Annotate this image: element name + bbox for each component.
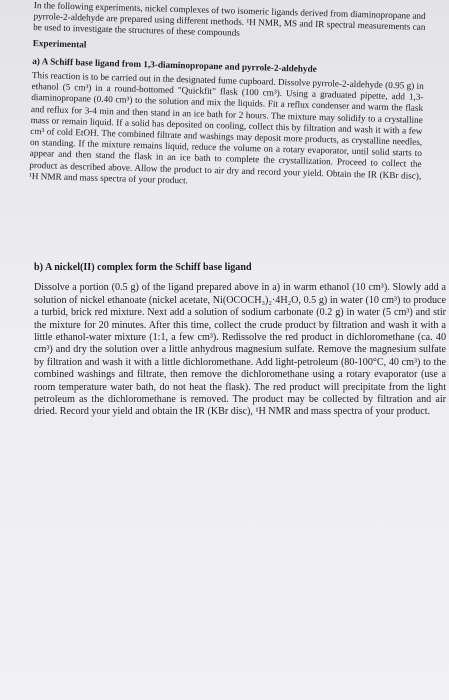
upper-text-block (29, 0, 426, 193)
intro-paragraph: In the following experiments, nickel complexes of two isomeric ligands derived from diaminopropane and pyrrole-2-aldehyde are prepared using different methods. ¹H NMR, MS and IR spectral measurements can be used to investigate the structures of these compounds (33, 0, 426, 39)
section-heading: Experimental (32, 37, 87, 50)
part-b-title: b) A nickel(II) complex form the Schiff base ligand (34, 262, 252, 273)
part-a-paragraph: This reaction is to be carried out in the designated fume cupboard. Dissolve pyrrole-2-aldehyde (0.95 g) in ethanol (5 cm³) in a round-bottomed "Quickfit" flask (100 cm³). Using a graduated pipette, add 1,3-diaminopropane (0.40 cm³) to the solution and mix the liquids. Fit a reflux condenser and warm the flask and reflux for 3-4 min and then stand in an ice bath for 2 hours. The mixture may solidify to a crystalline mass or remain liquid. If a solid has deposited on cooling, collect this by filtration and wash it with a few cm³ of cold EtOH. The combined filtrate and washings may deposit more products, as crystalline needles, on standing. If the mixture remains liquid, reduce the volume on a rotary evaporator, until solid starts to appear and then stand the flask in an ice bath to complete the crystallization. Proceed to collect the product as described above. Allow the product to air dry and record your yield. Obtain the IR (KBr disc), ¹H NMR and mass spectra of your product. (28, 69, 424, 186)
part-b-paragraph: Dissolve a portion (0.5 g) of the ligand prepared above in a) in warm ethanol (10 cm³). Slowly add a solution of nickel ethanoate (nickel acetate, Ni(OCOCH₃)₂·4H₂O, 0.5 g) in water (10 cm³) to produce a turbid, brick red mixture. Next add a solution of sodium carbonate (0.2 g) in water (5 cm³) and stir the mixture for 20 minutes. After this time, collect the crude product by filtration and wash it with a little ethanol-water mixture (1:1, a few cm³). Redissolve the red product in dichloromethane (ca. 40 cm³) and dry the solution over a little anhydrous magnesium sulfate. Remove the magnesium sulfate by filtration and wash it with a little dichloromethane. Add light-petroleum (80-100°C, 40 cm³) to the combined washings and filtrate, then remove the dichloromethane using a rotary evaporator (use a room temperature water bath, do not heat the flask). The red product will precipitate from the light petroleum as the dichloromethane is removed. The product may be collected by filtration and air dried. Record your yield and obtain the IR (KBr disc), ¹H NMR and mass spectra of your product. (34, 282, 446, 418)
part-a-title: a) A Schiff base ligand from 1,3-diaminopropane and pyrrole-2-aldehyde (32, 55, 317, 74)
lower-text-block (34, 262, 446, 419)
